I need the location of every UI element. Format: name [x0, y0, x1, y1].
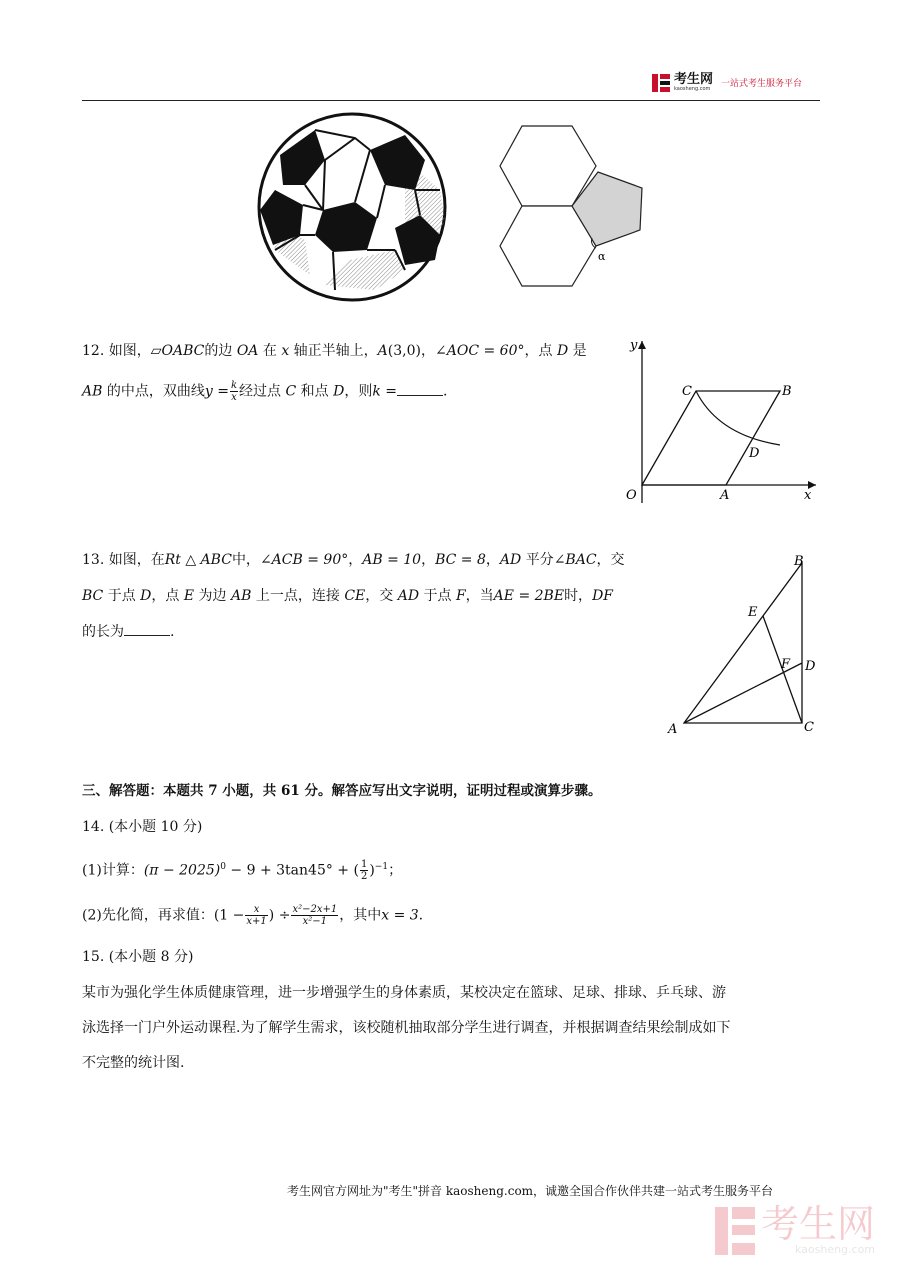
para-name: OABC	[161, 343, 205, 359]
point-label-d: D	[805, 659, 816, 674]
fraction-x-over-x-plus-1	[245, 904, 267, 927]
text: ，	[485, 552, 500, 568]
header-slogan: 一站式考生服务平台	[721, 79, 803, 89]
math: ∠BAC	[553, 552, 597, 568]
math: E	[183, 588, 195, 604]
text: 经过点	[239, 383, 282, 400]
frac-num: x	[245, 904, 267, 916]
point-label-b: B	[794, 554, 804, 569]
text: 的边	[204, 343, 233, 359]
text: ，则	[344, 383, 373, 400]
point-label-a: A	[720, 488, 730, 503]
answer-blank	[124, 623, 170, 636]
frac-num: k	[230, 380, 238, 391]
q13-number: 13. 如图，在	[82, 552, 165, 568]
q13-line1	[82, 551, 625, 569]
text: ，其中	[339, 907, 382, 924]
math: A	[377, 343, 388, 359]
math: (3,0)	[387, 343, 421, 359]
q15-heading: 15. (本小题 8 分)	[82, 949, 194, 965]
math: AE = 2BE	[493, 588, 565, 604]
math: AB = 10	[362, 552, 422, 568]
point-label-c: C	[804, 720, 814, 735]
math: C	[285, 383, 297, 400]
section3-title: 三、解答题：本题共 7 小题，共 61 分。解答应写出文字说明，证明过程或演算步骤。	[82, 783, 602, 799]
math: DF	[592, 588, 614, 604]
logo-name: 考生网	[674, 72, 714, 87]
soccer-ball-figure	[255, 110, 450, 305]
answer-blank	[397, 383, 443, 396]
text: ，	[348, 552, 363, 568]
axis-label-y: y	[630, 338, 638, 353]
frac-den: x+1	[246, 916, 267, 927]
text: 中，	[231, 552, 260, 568]
math: BC	[82, 588, 104, 604]
math: Rt △ ABC	[164, 552, 232, 568]
text: 是	[572, 343, 587, 359]
text: ，交	[365, 588, 394, 604]
header-divider	[82, 100, 820, 101]
q15-line2: 泳选择一门户外运动课程.为了解学生需求，该校随机抽取部分学生进行调查，并根据调查结果绘制成如下	[82, 1020, 731, 1036]
text: 平分	[525, 552, 554, 568]
text: ，当	[465, 588, 494, 604]
math: CE	[344, 588, 366, 604]
point-label-d: D	[749, 446, 760, 461]
text: ，点	[151, 588, 180, 604]
frac-den: x	[231, 392, 237, 403]
frac-den: x²−1	[302, 916, 328, 927]
math: BC = 8	[435, 552, 486, 568]
header-logo	[652, 73, 802, 92]
text: 轴正半轴上，	[293, 343, 378, 359]
text: .	[170, 624, 175, 640]
text: ，点	[524, 343, 553, 359]
math: y =	[204, 383, 229, 400]
text: 的中点，双曲线	[106, 383, 205, 400]
math: AB	[231, 588, 252, 604]
point-label-b: B	[782, 384, 792, 399]
math: ) ÷	[268, 907, 291, 924]
fraction-quadratic	[291, 904, 338, 927]
watermark-name: 考生网	[761, 1202, 876, 1246]
part-label: (1)计算：	[82, 862, 144, 879]
math: F	[455, 588, 466, 604]
frac-den: 2	[360, 871, 368, 883]
math: ∠ACB = 90°	[259, 552, 349, 568]
text: 在	[262, 343, 277, 359]
axis-label-x: x	[804, 488, 812, 503]
watermark-logo-icon	[715, 1207, 755, 1255]
math: AB	[82, 383, 103, 400]
math: )	[369, 862, 375, 879]
part-label: (2)先化简，再求值：	[82, 907, 214, 924]
frac-num: x²−2x+1	[292, 904, 338, 915]
q12-figure	[618, 335, 823, 510]
point-label-e: E	[748, 605, 758, 620]
point-label-f: F	[781, 657, 791, 672]
kaosheng-logo-icon	[652, 74, 670, 92]
q12-line1	[82, 342, 587, 360]
hexagon-pentagon-figure	[498, 120, 653, 290]
math: x = 3	[381, 907, 419, 924]
frac-num: 1	[360, 859, 368, 871]
q13-line2	[82, 587, 613, 605]
parallelogram-symbol: ▱	[150, 343, 162, 359]
q14-heading: 14. (本小题 10 分)	[82, 819, 203, 835]
q13-figure	[660, 548, 830, 743]
point-label-o: O	[626, 488, 637, 503]
footer-text: 考生网官方网址为"考生"拼音 kaosheng.com，诚邀全国合作伙伴共建一站式考生服务平台	[287, 1184, 774, 1198]
math: − 9 + 3tan45° + (	[225, 862, 359, 879]
math: AD	[397, 588, 420, 604]
q12-line2	[82, 380, 447, 403]
math: k =	[372, 383, 397, 400]
text: ；	[388, 862, 403, 879]
text: 为边	[198, 588, 227, 604]
text: 的长为	[82, 624, 124, 640]
math: x	[281, 343, 290, 359]
exponent: −1	[374, 862, 389, 872]
logo-domain: kaosheng.com	[674, 86, 711, 92]
text: ，交	[596, 552, 625, 568]
math: AD	[499, 552, 522, 568]
watermark	[715, 1202, 876, 1256]
math: ∠AOC = 60°	[435, 343, 525, 359]
math: D	[140, 588, 152, 604]
text: .	[418, 907, 424, 924]
point-label-c: C	[682, 384, 692, 399]
text: 和点	[300, 383, 329, 400]
text: ，	[421, 552, 436, 568]
q15-line3: 不完整的统计图.	[82, 1055, 185, 1071]
q14-part1	[82, 858, 402, 882]
text: ，	[421, 343, 435, 359]
text: 于点	[107, 588, 136, 604]
math: D	[333, 383, 345, 400]
point-label-a: A	[668, 722, 678, 737]
q14-part2	[82, 904, 423, 927]
watermark-domain: kaosheng.com	[794, 1243, 876, 1256]
math: OA	[236, 343, 259, 359]
exponent: 0	[220, 862, 226, 872]
text: 时，	[564, 588, 593, 604]
text: .	[443, 383, 448, 400]
math: D	[556, 343, 569, 359]
fraction-one-half	[360, 859, 368, 882]
angle-alpha-label: α	[598, 250, 606, 263]
math: (1 −	[213, 907, 245, 924]
fraction-k-over-x	[230, 380, 238, 403]
text: 于点	[423, 588, 452, 604]
q12-number: 12. 如图，	[82, 343, 151, 359]
q15-line1: 某市为强化学生体质健康管理，进一步增强学生的身体素质，某校决定在篮球、足球、排球、乒乓球、游	[82, 985, 726, 1001]
text: 上一点，连接	[255, 588, 340, 604]
math: (π − 2025)	[143, 862, 221, 879]
q13-line3	[82, 623, 174, 641]
